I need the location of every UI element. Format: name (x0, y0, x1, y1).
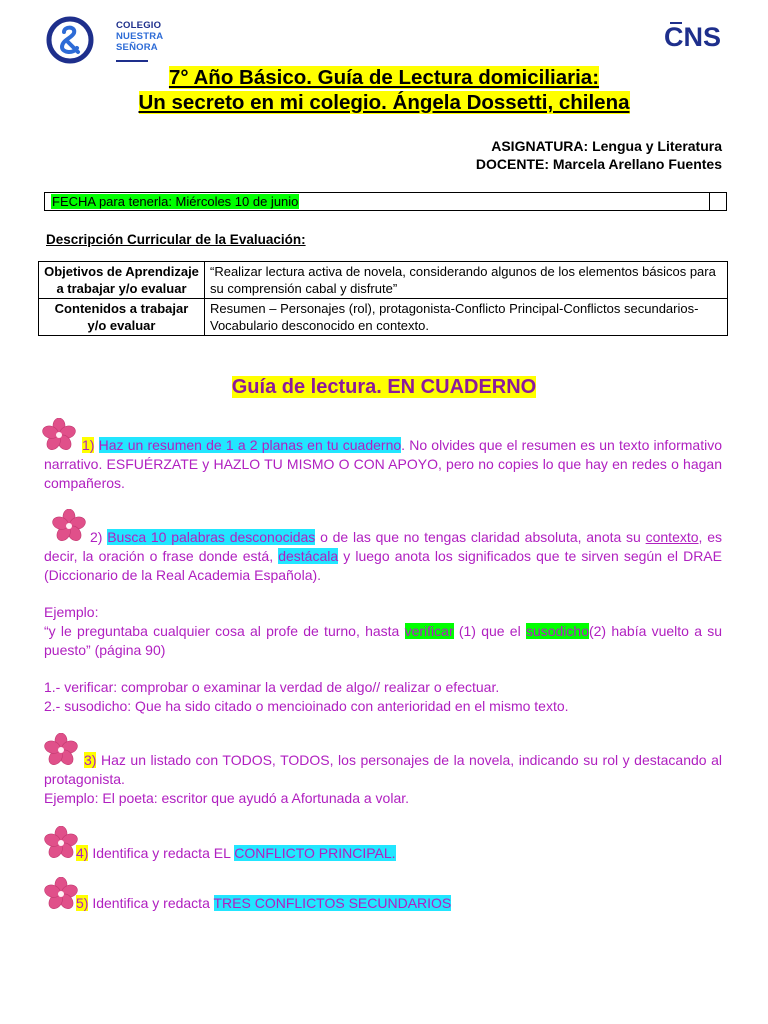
curriculum-table (38, 261, 728, 336)
guide-title: Guía de lectura. EN CUADERNO (231, 376, 537, 398)
table-header-cell: Contenidos a trabajar y/o evaluar (39, 299, 205, 336)
school-emblem-icon (44, 16, 96, 64)
example-block: Ejemplo: “y le preguntaba cualquier cosa al profe de turno, hasta verificar (1) que el susodicho(2) había vuelto a su puesto” (página 90) 1.- verificar: comprobar o examinar la verdad de algo// realizar o efectuar. 2.- susodicho: Que ha sido citado o mencioinado con anterioridad en el mismo texto. (44, 604, 723, 714)
page-subtitle: Un secreto en mi colegio. Ángela Dossetti, chilena (138, 91, 630, 114)
school-logo (44, 16, 204, 66)
flower-icon (44, 826, 78, 860)
table-cell: “Realizar lectura activa de novela, considerando algunos de los elementos básicos para su comprensión cabal y disfrute” (205, 262, 728, 299)
item-5: 5) Identifica y redacta TRES CONFLICTOS SECUNDARIOS (76, 895, 452, 911)
item-2: 2) Busca 10 palabras desconocidas o de las que no tengas claridad absoluta, anota su contexto, es decir, la oración o frase donde está, destácala y luego anota los significados que te sirven según el DRAE (Diccionario de la Real Academia Española). (44, 529, 722, 583)
curricular-description-heading: Descripción Curricular de la Evaluación: (46, 232, 306, 247)
subject-label: ASIGNATURA: Lengua y Literatura (491, 138, 722, 154)
item-1: 1) Haz un resumen de 1 a 2 planas en tu cuaderno. No olvides que el resumen es un texto informativo narrativo. ESFUÉRZATE y HAZLO TU MISMO O CON APOYO, pero no copies lo que hay en redes o hagan compañeros. (44, 437, 723, 491)
cns-logo: CNS (664, 22, 722, 52)
due-date-box (44, 192, 727, 211)
table-header-cell: Objetivos de Aprendizaje a trabajar y/o evaluar (39, 262, 205, 299)
page-title: 7° Año Básico. Guía de Lectura domiciliaria: (168, 66, 600, 89)
school-name: COLEGIO NUESTRA SEÑORA (116, 20, 164, 53)
flower-icon (44, 877, 78, 911)
due-date: FECHA para tenerla: Miércoles 10 de junio (52, 194, 299, 209)
teacher-label: DOCENTE: Marcela Arellano Fuentes (475, 156, 722, 172)
item-4: 4) Identifica y redacta EL CONFLICTO PRINCIPAL. (76, 845, 396, 861)
table-cell: Resumen – Personajes (rol), protagonista-Conflicto Principal-Conflictos secundarios-Vocabulario desconocido en contexto. (205, 299, 728, 336)
table-row (39, 299, 728, 336)
table-row (39, 262, 728, 299)
item-3: 3) Haz un listado con TODOS, TODOS, los personajes de la novela, indicando su rol y destacando al protagonista. Ejemplo: El poeta: escritor que ayudó a Afortunada a volar. (44, 752, 722, 806)
